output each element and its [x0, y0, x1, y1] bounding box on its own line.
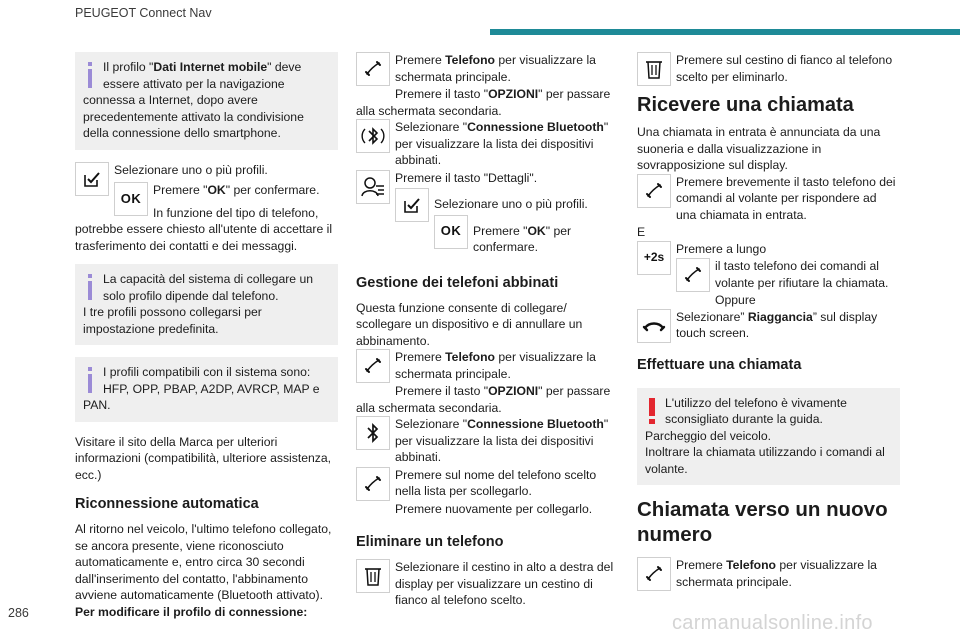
warning-text: L'utilizzo del telefono è vivamente sconsigliato durante la guida. Parcheggio del veicolo. Inoltrare la chiamata utilizzando i comandi al volante.	[645, 395, 885, 476]
paragraph-change-profile: Per modificare il profilo di connessione:	[75, 604, 308, 619]
heading-make-call: Effettuare una chiamata	[637, 356, 802, 373]
step-confirm-ok: OK Premere "OK" per confermare.	[356, 215, 619, 256]
info-icon	[83, 366, 97, 394]
trash-icon	[356, 559, 390, 593]
checkbox-icon	[75, 162, 109, 196]
column-middle	[356, 52, 619, 610]
paragraph-contacts-transfer: In funzione del tipo di telefono, potrebbe essere chiesto all'utente di accettare il trasferimento dei contatti e dei messaggi.	[75, 205, 333, 253]
step-select-profiles: Selezionare uno o più profili.	[75, 162, 338, 179]
bluetooth-icon	[356, 416, 390, 450]
hang-up-icon	[637, 309, 671, 343]
step-select-trash: Selezionare il cestino in alto a destra del display per visualizzare un cestino di fianco al telefono scelto.	[356, 559, 619, 609]
line-options: Premere il tasto "OPZIONI" per passare alla schermata secondaria.	[356, 384, 611, 415]
step-bluetooth-connection: Selezionare "Connessione Bluetooth" per visualizzare la lista dei dispositivi abbinati.	[356, 416, 619, 466]
paragraph-receive-call: Una chiamata in entrata è annunciata da una suoneria e dalla visualizzazione in sovrapposizione sul display.	[637, 125, 881, 172]
trash-icon	[637, 52, 671, 86]
paragraph-paired: Questa funzione consente di collegare/ scollegare un dispositivo e di annullare un abbinamento.	[356, 300, 583, 348]
details-icon	[356, 170, 390, 204]
line-and: E	[637, 225, 646, 239]
column-right	[637, 52, 900, 592]
header-title: PEUGEOT Connect Nav	[75, 6, 212, 20]
heading-paired-phones: Gestione dei telefoni abbinati	[356, 274, 559, 291]
info-note-compatible-profiles	[75, 357, 338, 422]
info-icon	[83, 61, 97, 89]
phone-icon	[676, 258, 710, 292]
step-press-phone: Premere Telefono per visualizzare la schermata principale.	[356, 349, 619, 382]
step-details: Premere il tasto "Dettagli".	[356, 170, 619, 187]
paragraph-auto-reconnect: Al ritorno nel veicolo, l'ultimo telefono collegato, se ancora presente, viene riconosciuto automaticamente e, entro circa 30 secondi dall'inserimento del contatto, l'abbinamento avviene automaticamente (Bluetooth attivato).	[75, 522, 332, 602]
long-press-2s-icon: +2s	[637, 241, 671, 275]
info-icon	[83, 273, 97, 301]
page-number: 286	[8, 606, 29, 620]
warning-note-driving	[637, 388, 900, 486]
step-hang-up: Selezionare” Riaggancia” sul display touch screen.	[637, 309, 900, 342]
note-text: I profili compatibili con il sistema sono: HFP, OPP, PBAP, A2DP, AVRCP, MAP e PAN.	[83, 365, 320, 412]
watermark: carmanualsonline.info	[672, 612, 873, 634]
ok-button-icon: OK	[434, 215, 468, 249]
column-left	[75, 52, 338, 620]
header-accent-bar	[490, 29, 960, 35]
step-bluetooth-connection: Selezionare "Connessione Bluetooth" per visualizzare la lista dei dispositivi abbinati.	[356, 119, 619, 169]
step-delete-phone: Premere sul cestino di fianco al telefono scelto per eliminarlo.	[637, 52, 900, 85]
line-options: Premere il tasto "OPZIONI" per passare alla schermata secondaria.	[356, 87, 611, 118]
heading-new-number-call: Chiamata verso un nuovo numero	[637, 498, 888, 546]
note-text: La capacità del sistema di collegare un solo profilo dipende dal telefono. I tre profili possono collegarsi per impostazione predefinita.	[83, 272, 314, 336]
line-reconnect: Premere nuovamente per collegarlo.	[395, 501, 593, 516]
phone-icon	[356, 467, 390, 501]
line-or: Oppure	[715, 293, 756, 307]
paragraph-brand-site: Visitare il sito della Marca per ulteriori informazioni (compatibilità, ulteriore assistenza, ecc.)	[75, 434, 332, 482]
step-answer-call: Premere brevemente il tasto telefono dei comandi al volante per rispondere ad una chiamata in entrata.	[637, 174, 900, 224]
heading-auto-reconnect: Riconnessione automatica	[75, 496, 259, 512]
step-press-phone: Premere Telefono per visualizzare la schermata principale.	[356, 52, 619, 85]
step-select-profiles: Selezionare uno o più profili.	[356, 188, 619, 213]
step-press-phone: Premere Telefono per visualizzare la schermata principale.	[637, 557, 900, 590]
phone-icon	[637, 174, 671, 208]
checkbox-icon	[395, 188, 429, 222]
step-confirm-ok: OK Premere "OK" per confermare.	[75, 182, 338, 199]
note-text: Il profilo "Dati Internet mobile" deve essere attivato per la navigazione connessa a Internet, dopo avere precedentemente attivato la condivisione della connessione dello smartphone.	[83, 60, 304, 140]
heading-receive-call: Ricevere una chiamata	[637, 94, 854, 116]
phone-icon	[637, 557, 671, 591]
bluetooth-search-icon	[356, 119, 390, 153]
step-long-press: +2s Premere a lungo	[637, 241, 900, 258]
warning-exclamation-icon	[645, 397, 659, 425]
info-note-mobile-data	[75, 52, 338, 150]
step-disconnect-phone: Premere sul nome del telefono scelto nella lista per scollegarlo.	[356, 467, 619, 500]
phone-icon	[356, 52, 390, 86]
info-note-profile-capacity	[75, 264, 338, 345]
phone-icon	[356, 349, 390, 383]
heading-delete-phone: Eliminare un telefono	[356, 534, 504, 550]
step-reject-call: il tasto telefono dei comandi al volante per rifiutare la chiamata.	[637, 258, 900, 291]
ok-button-icon: OK	[114, 182, 148, 216]
